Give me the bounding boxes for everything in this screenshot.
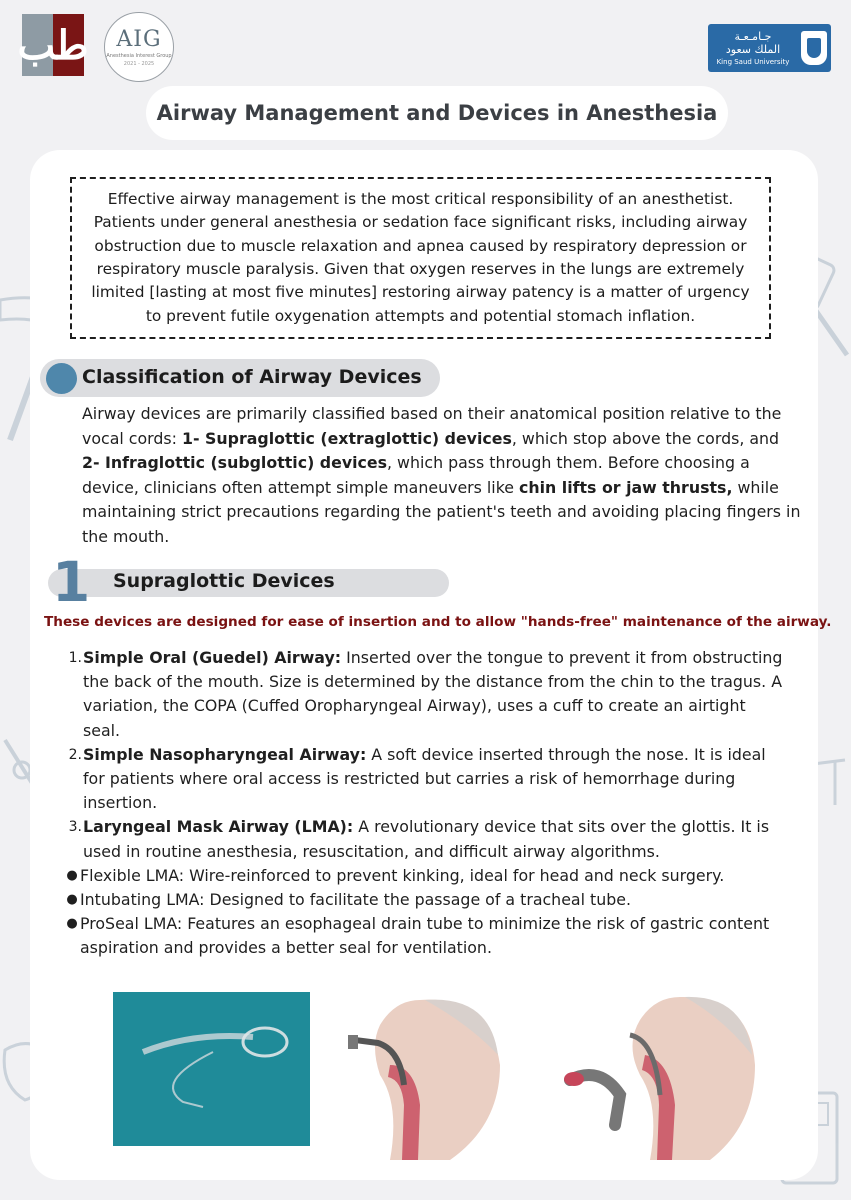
bullet-text: Flexible LMA: Wire-reinforced to prevent kinking, ideal for head and neck surgery. — [80, 865, 725, 885]
bullet-text: Intubating LMA: Designed to facilitate the passage of a tracheal tube. — [80, 890, 631, 910]
lma-device-photo — [113, 992, 310, 1146]
tib-logo-glyph: طب — [17, 21, 89, 69]
classification-text-2: , which stop above the cords, and — [511, 428, 780, 448]
bullet-dot-icon: ● — [66, 892, 78, 908]
device-list — [64, 646, 784, 961]
list-marker: 2. — [68, 746, 82, 763]
section-heading-classification: Classification of Airway Devices — [82, 366, 422, 388]
ksu-emblem-icon — [801, 31, 827, 65]
section-bullet-icon — [46, 363, 77, 394]
classification-bold-1: 1- Supraglottic (extraglottic) devices — [181, 428, 512, 448]
classification-bold-3: chin lifts or jaw thrusts, — [519, 477, 733, 497]
bullet-dot-icon: ● — [66, 916, 78, 932]
list-item-title: Simple Nasopharyngeal Airway: — [83, 744, 367, 764]
bullet-item — [64, 888, 784, 912]
aig-logo-caption: Anesthesia Interest Group — [106, 53, 172, 59]
ksu-logo-arabic-1: جـامـعـة — [734, 30, 772, 43]
list-item-text: A soft device inserted through the nose. It is ideal for patients where oral access is restricted but carries a risk of hemorrhage during insertion. — [83, 744, 766, 813]
aig-logo-years: 2021 - 2025 — [123, 61, 155, 67]
list-item-title: Simple Oral (Guedel) Airway: — [83, 648, 342, 667]
oral-airway-illustration — [330, 985, 510, 1160]
lma-insertion-illustration — [560, 985, 760, 1160]
bullet-text: ProSeal LMA: Features an esophageal drain tube to minimize the risk of gastric content aspiration and provides a better seal for ventilation. — [80, 914, 770, 958]
classification-paragraph — [82, 402, 802, 550]
classification-text-4: while maintaining strict precautions regarding the patient's teeth and avoiding placing fingers in the mouth. — [82, 477, 801, 546]
classification-bold-2: 2- Infraglottic (subglottic) devices — [82, 453, 388, 473]
list-item — [64, 743, 784, 816]
subsection-number: 1 — [52, 550, 91, 614]
classification-text-3: , which pass through them. Before choosing a device, clinicians often attempt simple maneuvers like — [82, 453, 750, 497]
list-item — [64, 646, 784, 743]
page-title: Airway Management and Devices in Anesthesia — [146, 86, 728, 140]
bullet-dot-icon: ● — [66, 867, 78, 883]
classification-text-1: Airway devices are primarily classified based on their anatomical position relative to the vocal cords: — [82, 404, 782, 448]
aig-logo — [104, 12, 174, 82]
list-marker: 1. — [68, 650, 82, 666]
aig-logo-mark: AIG — [116, 27, 162, 52]
list-item — [64, 815, 784, 863]
bullet-item — [64, 864, 784, 888]
tib-logo — [17, 14, 89, 76]
ksu-logo — [708, 24, 831, 72]
supraglottic-lead: These devices are designed for ease of insertion and to allow "hands-free" maintenance of the airway. — [44, 614, 832, 630]
intro-text: Effective airway management is the most critical responsibility of an anesthetist. Patients under general anesthesia or sedation face significant risks, including airway obstruction due to muscle relaxation and apnea caused by respiratory depression or respiratory muscle paralysis. Given that oxygen reserves in the lungs are extremely limited [lasting at most five minutes] restoring airway patency is a matter of urgency to prevent futile oxygenation attempts and potential stomach inflation. — [91, 189, 750, 325]
list-item-title: Laryngeal Mask Airway (LMA): — [83, 817, 354, 837]
ksu-logo-english: King Saud University — [716, 58, 790, 66]
intro-box — [70, 177, 771, 339]
subsection-heading-supraglottic: Supraglottic Devices — [113, 570, 335, 592]
ksu-logo-arabic-2: الملك سعود — [725, 43, 781, 56]
bullet-item — [64, 912, 784, 960]
list-item-text: Inserted over the tongue to prevent it from obstructing the back of the mouth. Size is determined by the distance from the chin to the tragus. A variation, the COPA (Cuffed Oropharyngeal Airway), uses a cuff to create an airtight seal. — [83, 648, 783, 740]
list-item-text: A revolutionary device that sits over the glottis. It is used in routine anesthesia, resuscitation, and difficult airway algorithms. — [83, 817, 770, 861]
list-marker: 3. — [68, 819, 82, 836]
